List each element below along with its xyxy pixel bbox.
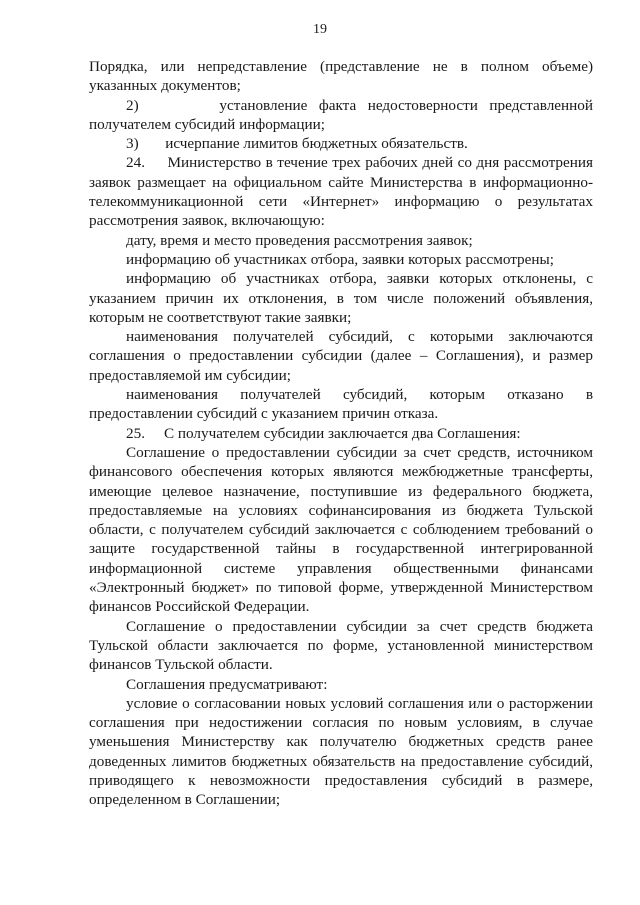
paragraph: 3) исчерпание лимитов бюджетных обязательств. [126, 135, 468, 153]
paragraph: 2) установление факта недостоверности представленной получателем субсидий информации; [89, 96, 593, 133]
paragraph: наименования получателей субсидий, с которыми заключаются соглашения о предоставлении субсидии (далее – Соглашения), и размер предоставляемой им субсидии; [89, 328, 593, 384]
page-number: 19 [313, 22, 327, 37]
paragraph: 24. Министерство в течение трех рабочих дней со дня рассмотрения заявок размещает на официальном сайте Министерства в информационно-телекоммуникационной сети «Интернет» информацию о результатах рассмотрения заявок, включающую: [89, 154, 593, 230]
paragraph: 25. С получателем субсидии заключается два Соглашения: [126, 424, 521, 442]
document-body [89, 57, 593, 810]
paragraph: Порядка, или непредставление (представление не в полном объеме) указанных документов; [89, 58, 593, 95]
paragraph: условие о согласовании новых условий соглашения или о расторжении соглашения при недостижении согласия по новым условиям, в случае уменьшения Министерству как получателю бюджетных средств ранее доведенных лимитов бюджетных обязательств на предоставление субсидий, приводящего к невозможности предоставления субсидий в размере, определенном в Соглашении; [89, 694, 593, 809]
paragraph: Соглашения предусматривают: [126, 675, 328, 693]
paragraph: Соглашение о предоставлении субсидии за счет средств бюджета Тульской области заключается по форме, установленной министерством финансов Тульской области. [89, 617, 593, 674]
paragraph: Соглашение о предоставлении субсидии за счет средств, источником финансового обеспечения которых являются межбюджетные трансферты, имеющие целевое назначение, поступившие из федерального бюджета, предоставляемые на условиях софинансирования из бюджета Тульской области, с получателем субсидий заключается с соблюдением требований о защите государственной тайны в государственной интегрированной информационной системе управления общественными финансами «Электронный бюджет» по типовой форме, утвержденной Министерством финансов Российской Федерации. [89, 443, 593, 616]
paragraph: наименования получателей субсидий, которым отказано в предоставлении субсидий с указанием причин отказа. [89, 386, 593, 423]
paragraph: дату, время и место проведения рассмотрения заявок; [126, 231, 473, 249]
paragraph: информацию об участниках отбора, заявки которых рассмотрены; [126, 250, 554, 268]
paragraph: информацию об участниках отбора, заявки которых отклонены, с указанием причин их отклонения, в том числе положений объявления, которым не соответствуют такие заявки; [89, 270, 593, 326]
